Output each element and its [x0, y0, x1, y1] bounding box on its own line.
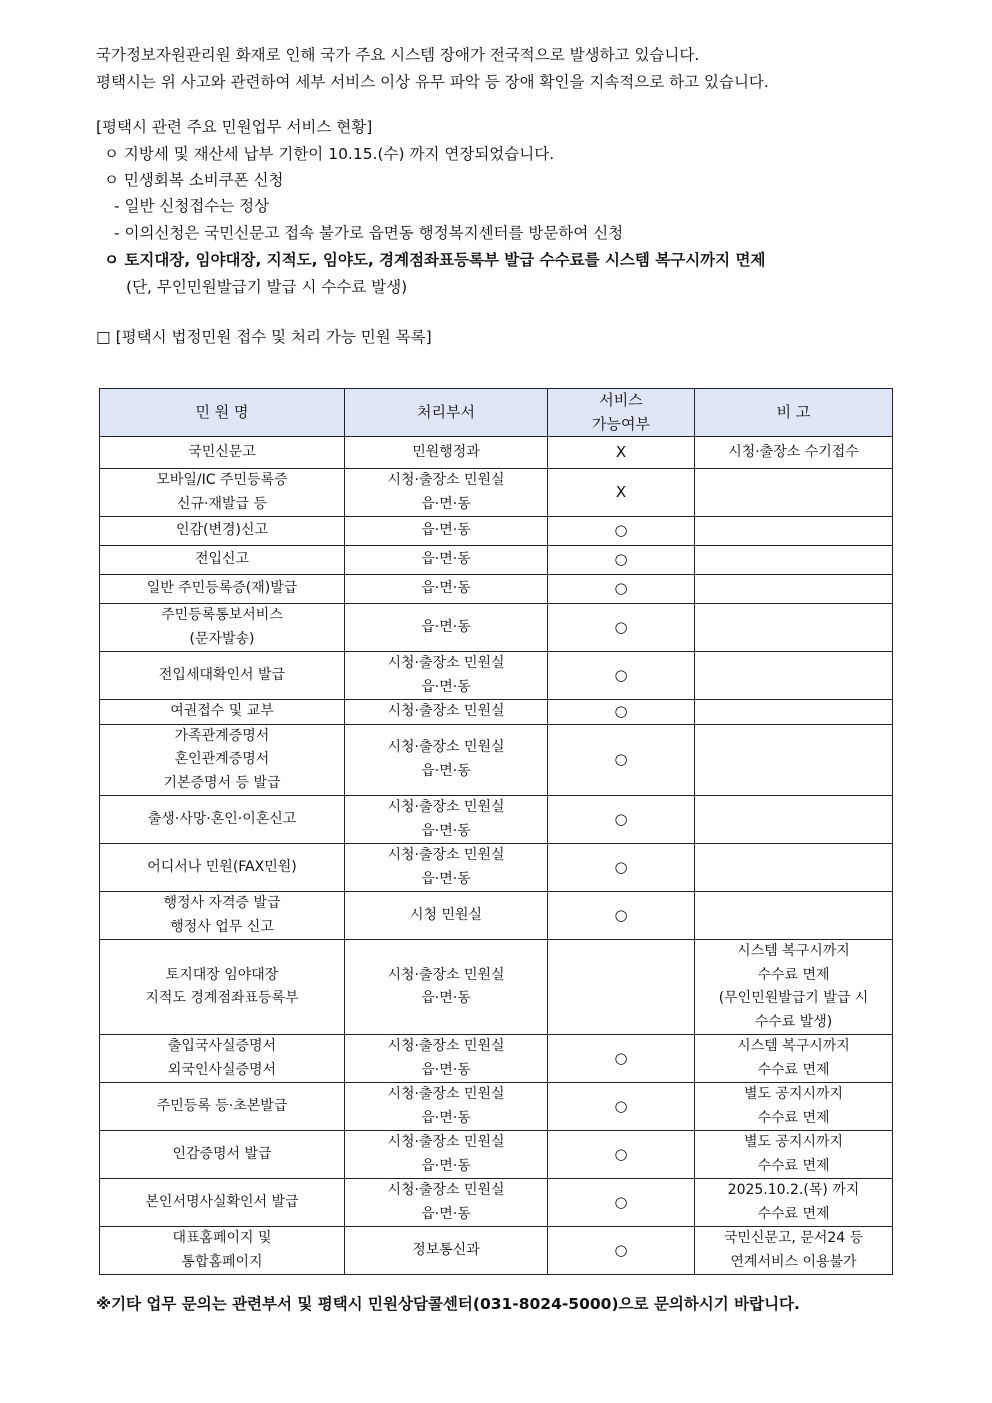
- cell-note-line: 시스템 복구시까지: [737, 943, 850, 959]
- cell-name-line: 모바일/IC 주민등록증: [156, 472, 288, 488]
- cell-note-line: 별도 공지시까지: [743, 1086, 844, 1102]
- cell-name: [100, 1179, 345, 1227]
- cell-dept-line: 시청·출장소 민원실: [387, 703, 505, 719]
- cell-dept-line: 읍·면·동: [421, 990, 471, 1006]
- cell-note-line: 수수료 면제: [757, 1205, 830, 1222]
- cell-dept-line: 시청·출장소 민원실: [387, 1086, 505, 1102]
- status-subitem-objection: - 이의신청은 국민신문고 접속 불가로 읍면동 행정복지센터를 방문하여 신청: [114, 224, 624, 242]
- cell-name-line: 본인서명사실확인서 발급: [145, 1193, 299, 1210]
- table-row: [100, 796, 893, 844]
- cell-availability: ○: [548, 844, 695, 892]
- cell-note: [695, 724, 893, 796]
- cell-name-line: 대표홈페이지 및: [172, 1230, 272, 1246]
- cell-note: [695, 844, 893, 892]
- cell-dept-line: 읍·면·동: [421, 870, 471, 887]
- table-row: [100, 1035, 893, 1083]
- cell-note: [695, 469, 893, 517]
- cell-dept: [345, 604, 548, 652]
- cell-dept-line: 시청·출장소 민원실: [387, 739, 505, 756]
- cell-dept: [345, 796, 548, 844]
- cell-dept-line: 읍·면·동: [421, 822, 471, 839]
- cell-note-line: 2025.10.2.(목) 까지: [727, 1182, 860, 1198]
- cell-name-line: 어디서나 민원(FAX민원): [147, 858, 297, 875]
- intro-line-1: 국가정보자원관리원 화재로 인해 국가 주요 시스템 장애가 전국적으로 발생하고 있습니다.: [96, 46, 700, 64]
- cell-dept-line: 읍·면·동: [421, 1205, 471, 1222]
- cell-availability: ○: [548, 1131, 695, 1179]
- cell-name: [100, 700, 345, 725]
- table-row: [100, 940, 893, 1035]
- cell-name: [100, 652, 345, 700]
- cell-name: [100, 604, 345, 652]
- cell-note-line: 연계서비스 이용불가: [730, 1253, 857, 1270]
- cell-dept: [345, 1179, 548, 1227]
- cell-note: [695, 892, 893, 940]
- cell-note-line: 시스템 복구시까지: [737, 1038, 850, 1054]
- table-row: [100, 469, 893, 517]
- cell-name-line: 행정사 업무 신고: [170, 918, 274, 935]
- table-row: [100, 575, 893, 604]
- table-body: [100, 437, 893, 1275]
- header-dept: 처리부서: [345, 389, 548, 437]
- cell-name-line: 혼인관계증명서: [174, 751, 270, 767]
- cell-dept: [345, 1035, 548, 1083]
- status-item-fee-note: (단, 무인민원발급기 발급 시 수수료 발생): [126, 278, 408, 296]
- cell-dept: [345, 1083, 548, 1131]
- cell-note: [695, 1179, 893, 1227]
- cell-dept-line: 시청·출장소 민원실: [387, 1182, 505, 1198]
- cell-name-line: 전입세대확인서 발급: [158, 666, 286, 683]
- table-row: [100, 652, 893, 700]
- cell-note-line: 국민신문고, 문서24 등: [723, 1230, 864, 1246]
- cell-dept-line: 시청 민원실: [409, 906, 483, 923]
- cell-name-line: 행정사 자격증 발급: [163, 895, 281, 911]
- cell-note: [695, 517, 893, 546]
- header-name: 민 원 명: [100, 389, 345, 437]
- cell-name-line: 여권접수 및 교부: [170, 703, 274, 719]
- cell-dept-line: 정보통신과: [412, 1241, 480, 1258]
- cell-name: [100, 469, 345, 517]
- status-subitem-normal: - 일반 신청접수는 정상: [114, 197, 270, 215]
- cell-name: [100, 437, 345, 469]
- cell-note-line: 수수료 면제: [757, 1061, 830, 1078]
- status-item-coupon: ㅇ 민생회복 소비쿠폰 신청: [104, 171, 284, 189]
- cell-availability: ○: [548, 724, 695, 796]
- cell-dept-line: 시청·출장소 민원실: [387, 799, 505, 815]
- cell-name-line: 출입국사실증명서: [167, 1038, 277, 1054]
- cell-note: [695, 652, 893, 700]
- cell-name-line: 토지대장 임야대장: [165, 966, 279, 983]
- cell-name-line: 기본증명서 등 발급: [163, 774, 281, 791]
- cell-availability: ○: [548, 796, 695, 844]
- cell-availability: ○: [548, 652, 695, 700]
- cell-name-line: (문자발송): [189, 630, 255, 647]
- cell-name-line: 일반 주민등록증(재)발급: [146, 580, 298, 597]
- civil-service-table: [99, 388, 893, 1275]
- cell-dept-line: 시청·출장소 민원실: [387, 847, 505, 863]
- cell-availability: ○: [548, 604, 695, 652]
- cell-note-line: 수수료 면제: [757, 966, 830, 983]
- cell-name-line: 국민신문고: [188, 443, 256, 460]
- cell-dept-line: 읍·면·동: [421, 580, 471, 597]
- cell-dept-line: 시청·출장소 민원실: [387, 1134, 505, 1150]
- cell-name-line: 출생·사망·혼인·이혼신고: [147, 810, 297, 827]
- cell-note: [695, 437, 893, 469]
- status-item-tax: ㅇ 지방세 및 재산세 납부 기한이 10.15.(수) 까지 연장되었습니다.: [104, 145, 555, 163]
- cell-availability: ○: [548, 1179, 695, 1227]
- cell-name: [100, 546, 345, 575]
- table-row: [100, 546, 893, 575]
- cell-dept-line: 읍·면·동: [421, 1061, 471, 1078]
- table-row: [100, 1131, 893, 1179]
- cell-note: [695, 796, 893, 844]
- cell-dept-line: 민원행정과: [412, 443, 480, 460]
- cell-note: [695, 700, 893, 725]
- cell-dept-line: 읍·면·동: [421, 1109, 471, 1126]
- cell-name: [100, 796, 345, 844]
- cell-dept: [345, 652, 548, 700]
- cell-dept-line: 읍·면·동: [421, 618, 471, 635]
- cell-dept-line: 읍·면·동: [421, 495, 471, 512]
- cell-availability: ○: [548, 1035, 695, 1083]
- table-row: [100, 437, 893, 469]
- table-row: [100, 604, 893, 652]
- cell-note: [695, 940, 893, 1035]
- cell-note-line: 별도 공지시까지: [743, 1134, 844, 1150]
- cell-note: [695, 546, 893, 575]
- cell-name-line: 인감증명서 발급: [172, 1145, 272, 1162]
- table-header-row: [100, 389, 893, 437]
- cell-dept: [345, 437, 548, 469]
- cell-name: [100, 844, 345, 892]
- cell-dept: [345, 892, 548, 940]
- cell-note: [695, 1131, 893, 1179]
- cell-dept: [345, 940, 548, 1035]
- cell-dept-line: 읍·면·동: [421, 678, 471, 695]
- table-row: [100, 844, 893, 892]
- cell-note-line: 수수료 면제: [757, 1109, 830, 1126]
- cell-note-line: 수수료 발생): [754, 1013, 833, 1030]
- footer-note: ※기타 업무 문의는 관련부서 및 평택시 민원상담콜센터(031-8024-5000)으로 문의하시기 바랍니다.: [96, 1295, 800, 1313]
- cell-name-line: 신규·재발급 등: [176, 495, 268, 512]
- cell-dept-line: 시청·출장소 민원실: [387, 655, 505, 671]
- cell-name-line: 외국인사실증명서: [167, 1061, 277, 1078]
- cell-name-line: 통합홈페이지: [181, 1253, 263, 1270]
- cell-note: [695, 1227, 893, 1275]
- cell-note: [695, 1035, 893, 1083]
- cell-name: [100, 517, 345, 546]
- cell-name: [100, 1035, 345, 1083]
- cell-availability: ○: [548, 892, 695, 940]
- cell-dept: [345, 469, 548, 517]
- table-row: [100, 700, 893, 725]
- cell-name: [100, 1227, 345, 1275]
- header-availability-line-1: 서비스: [599, 391, 643, 409]
- cell-availability: X: [548, 469, 695, 517]
- list-title: □ [평택시 법정민원 접수 및 처리 가능 민원 목록]: [96, 328, 432, 346]
- table-row: [100, 892, 893, 940]
- cell-name-line: 전입신고: [194, 551, 250, 568]
- cell-name-line: 지적도 경계점좌표등록부: [145, 990, 299, 1006]
- table-row: [100, 1179, 893, 1227]
- cell-dept-line: 시청·출장소 민원실: [387, 1038, 505, 1054]
- cell-dept-line: 읍·면·동: [421, 522, 471, 539]
- cell-name-line: 주민등록통보서비스: [161, 607, 283, 623]
- cell-name-line: 인감(변경)신고: [175, 522, 269, 539]
- cell-name: [100, 892, 345, 940]
- cell-note: [695, 575, 893, 604]
- table-row: [100, 1083, 893, 1131]
- table-row: [100, 517, 893, 546]
- cell-availability: [548, 940, 695, 1035]
- cell-availability: X: [548, 437, 695, 469]
- intro-line-2: 평택시는 위 사고와 관련하여 세부 서비스 이상 유무 파악 등 장애 확인을 지속적으로 하고 있습니다.: [96, 73, 769, 91]
- cell-dept: [345, 517, 548, 546]
- cell-dept: [345, 546, 548, 575]
- cell-note-line: (무인민원발급기 발급 시: [718, 990, 869, 1006]
- cell-availability: ○: [548, 517, 695, 546]
- cell-dept-line: 읍·면·동: [421, 1157, 471, 1174]
- status-item-fee-waiver: ㅇ 토지대장, 임야대장, 지적도, 임야도, 경계점좌표등록부 발급 수수료를 시스템 복구시까지 면제: [104, 251, 766, 269]
- cell-dept: [345, 575, 548, 604]
- cell-dept-line: 시청·출장소 민원실: [387, 472, 505, 488]
- cell-dept: [345, 724, 548, 796]
- cell-name: [100, 575, 345, 604]
- table-row: [100, 1227, 893, 1275]
- cell-note-line: 수수료 면제: [757, 1157, 830, 1174]
- cell-availability: ○: [548, 1227, 695, 1275]
- header-note: 비 고: [695, 389, 893, 437]
- header-availability-line-2: 가능여부: [592, 414, 650, 433]
- cell-name-line: 주민등록 등·초본발급: [156, 1097, 288, 1114]
- cell-dept-line: 읍·면·동: [421, 762, 471, 779]
- cell-name: [100, 1083, 345, 1131]
- cell-availability: ○: [548, 546, 695, 575]
- cell-dept: [345, 1131, 548, 1179]
- cell-dept-line: 읍·면·동: [421, 551, 471, 568]
- cell-name: [100, 724, 345, 796]
- cell-note: [695, 604, 893, 652]
- cell-dept: [345, 1227, 548, 1275]
- header-availability: [548, 389, 695, 437]
- cell-note: [695, 1083, 893, 1131]
- status-heading: [평택시 관련 주요 민원업무 서비스 현황]: [96, 118, 373, 136]
- cell-dept: [345, 844, 548, 892]
- cell-dept-line: 시청·출장소 민원실: [387, 966, 505, 983]
- cell-availability: ○: [548, 700, 695, 725]
- cell-dept: [345, 700, 548, 725]
- cell-availability: ○: [548, 1083, 695, 1131]
- table-row: [100, 724, 893, 796]
- cell-name: [100, 1131, 345, 1179]
- cell-name-line: 가족관계증명서: [174, 727, 270, 744]
- cell-availability: ○: [548, 575, 695, 604]
- cell-name: [100, 940, 345, 1035]
- cell-note-line: 시청·출장소 수기접수: [728, 443, 859, 460]
